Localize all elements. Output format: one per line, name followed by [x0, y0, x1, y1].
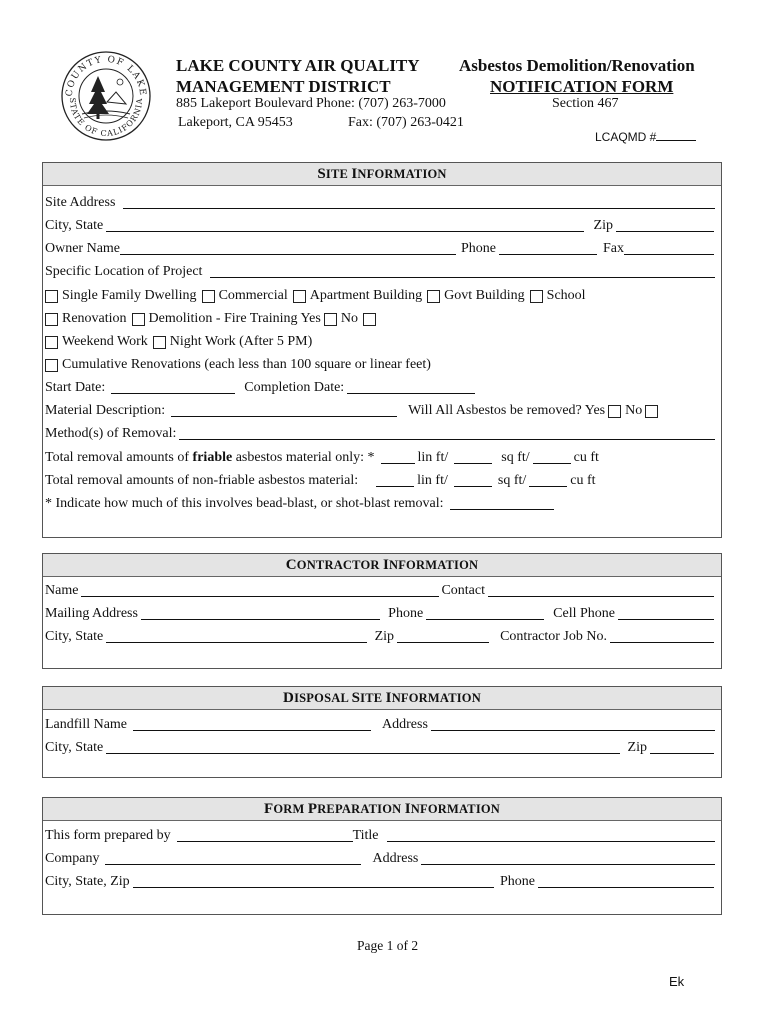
- form-title-line2: NOTIFICATION FORM: [490, 77, 674, 96]
- contractor-contact-label: Contact: [441, 583, 485, 598]
- school-checkbox[interactable]: [530, 290, 543, 303]
- start-date-label: Start Date:: [45, 380, 106, 395]
- preparer-title-label: Title: [352, 828, 379, 843]
- owner-fax-label: Fax: [603, 241, 624, 256]
- site-address-field[interactable]: [123, 196, 715, 209]
- landfill-zip-field[interactable]: [650, 741, 714, 754]
- work-type-row: [45, 307, 717, 327]
- methods-row: [45, 422, 717, 442]
- contractor-name-field[interactable]: [81, 584, 439, 597]
- page-number: Page 1 of 2: [357, 938, 419, 953]
- landfill-name-label: Landfill Name: [45, 717, 128, 732]
- contractor-city-field[interactable]: [106, 630, 366, 643]
- completion-date-field[interactable]: [347, 381, 475, 394]
- form-title-line1: Asbestos Demolition/Renovation: [459, 56, 695, 75]
- prepared-by-label: This form prepared by: [45, 828, 171, 843]
- agency-name-line2: MANAGEMENT DISTRICT: [176, 77, 391, 96]
- renovation-checkbox[interactable]: [45, 313, 58, 326]
- work-schedule-row: [45, 330, 717, 350]
- demolition-checkbox[interactable]: [132, 313, 145, 326]
- form-preparation-section: [42, 797, 722, 915]
- site-city-state-field[interactable]: [106, 219, 583, 232]
- building-type-row: [45, 284, 717, 304]
- contractor-city-row: [45, 625, 717, 645]
- friable-lin-field[interactable]: [381, 451, 415, 464]
- demolition-fire-training-label: Demolition - Fire Training Yes: [148, 311, 321, 326]
- agency-street: 885 Lakeport Boulevard: [176, 96, 313, 111]
- section-title: DISPOSAL SITE INFORMATION: [43, 687, 721, 710]
- preparer-title-field[interactable]: [387, 829, 715, 842]
- site-address-row: [45, 191, 717, 211]
- section-title: CONTRACTOR INFORMATION: [43, 554, 721, 577]
- site-city-state-label: City, State: [45, 218, 104, 233]
- company-row: [45, 847, 717, 867]
- indicate-row: [45, 492, 717, 512]
- fire-training-yes-checkbox[interactable]: [324, 313, 337, 326]
- company-address-field[interactable]: [421, 852, 715, 865]
- nonfriable-sq-field[interactable]: [454, 474, 492, 487]
- agency-city: Lakeport, CA 95453: [178, 115, 293, 130]
- landfill-address-field[interactable]: [431, 718, 715, 731]
- single-family-checkbox[interactable]: [45, 290, 58, 303]
- nonfriable-row: [45, 469, 717, 489]
- contractor-phone-field[interactable]: [426, 607, 544, 620]
- owner-phone-field[interactable]: [499, 242, 597, 255]
- owner-fax-field[interactable]: [624, 242, 714, 255]
- removed-no-checkbox[interactable]: [645, 405, 658, 418]
- site-zip-field[interactable]: [616, 219, 714, 232]
- company-address-label: Address: [372, 851, 419, 866]
- commercial-checkbox[interactable]: [202, 290, 215, 303]
- fire-training-no-checkbox[interactable]: [363, 313, 376, 326]
- site-zip-label: Zip: [593, 218, 613, 233]
- material-row: [45, 399, 717, 419]
- prepared-by-row: [45, 824, 717, 844]
- methods-removal-field[interactable]: [179, 427, 715, 440]
- svg-text:STATE OF CALIFORNIA: STATE OF CALIFORNIA: [67, 97, 145, 139]
- contractor-cell-label: Cell Phone: [553, 606, 615, 621]
- county-seal-logo: [60, 50, 152, 142]
- night-work-label: Night Work (After 5 PM): [169, 334, 313, 349]
- landfill-city-field[interactable]: [106, 741, 619, 754]
- specific-location-label: Specific Location of Project: [45, 264, 203, 279]
- contractor-job-field[interactable]: [610, 630, 714, 643]
- contractor-mailing-field[interactable]: [141, 607, 380, 620]
- cumulative-row: [45, 353, 717, 373]
- owner-name-field[interactable]: [120, 242, 456, 255]
- nonfriable-label: Total removal amounts of non-friable asbestos material:: [45, 473, 359, 488]
- apartment-label: Apartment Building: [309, 288, 423, 303]
- nonfriable-sq-unit: sq ft/: [497, 473, 527, 488]
- specific-location-row: [45, 260, 717, 280]
- friable-row: [45, 446, 717, 466]
- friable-suffix: asbestos material only: *: [232, 450, 375, 465]
- indicate-label: * Indicate how much of this involves bead-blast, or shot-blast removal:: [45, 496, 444, 511]
- school-label: School: [546, 288, 586, 303]
- cumulative-label: Cumulative Renovations (each less than 100 square or linear feet): [62, 357, 431, 372]
- prepared-by-field[interactable]: [177, 829, 353, 842]
- completion-date-label: Completion Date:: [244, 380, 345, 395]
- contractor-city-label: City, State: [45, 629, 104, 644]
- renovation-label: Renovation: [62, 311, 127, 326]
- company-label: Company: [45, 851, 100, 866]
- contractor-name-row: [45, 579, 717, 599]
- owner-name-label: Owner Name: [45, 241, 121, 256]
- agency-name-line1: LAKE COUNTY AIR QUALITY: [176, 56, 420, 75]
- methods-removal-label: Method(s) of Removal:: [45, 426, 177, 441]
- landfill-address-label: Address: [382, 717, 428, 732]
- landfill-zip-label: Zip: [627, 740, 647, 755]
- lcaqmd-number-field[interactable]: [656, 131, 696, 141]
- contractor-cell-field[interactable]: [618, 607, 714, 620]
- material-description-label: Material Description:: [45, 403, 166, 418]
- company-field[interactable]: [105, 852, 361, 865]
- fire-training-no-label: No: [340, 311, 358, 326]
- owner-row: [45, 237, 717, 257]
- prep-city-field[interactable]: [133, 875, 494, 888]
- contractor-job-label: Contractor Job No.: [500, 629, 607, 644]
- night-work-checkbox[interactable]: [153, 336, 166, 349]
- disposal-site-section: [42, 686, 722, 778]
- form-code: Ek: [669, 974, 685, 989]
- contractor-zip-label: Zip: [374, 629, 395, 644]
- apartment-checkbox[interactable]: [293, 290, 306, 303]
- dates-row: [45, 376, 717, 396]
- weekend-work-checkbox[interactable]: [45, 336, 58, 349]
- section-title: SITE INFORMATION: [43, 163, 721, 186]
- removed-no-label: No: [625, 403, 643, 418]
- contractor-zip-field[interactable]: [397, 630, 489, 643]
- friable-word: friable: [192, 450, 233, 465]
- prep-phone-label: Phone: [500, 874, 535, 889]
- nonfriable-lin-field[interactable]: [376, 474, 414, 487]
- friable-prefix: Total removal amounts of: [45, 450, 193, 465]
- contractor-mailing-row: [45, 602, 717, 622]
- site-address-label: Site Address: [45, 195, 116, 210]
- friable-lin-unit: lin ft/: [417, 450, 449, 465]
- bead-blast-field[interactable]: [450, 497, 554, 510]
- single-family-label: Single Family Dwelling: [62, 288, 197, 303]
- landfill-city-row: [45, 736, 717, 756]
- prep-phone-field[interactable]: [538, 875, 714, 888]
- agency-fax: Fax: (707) 263-0421: [348, 115, 464, 130]
- start-date-field[interactable]: [111, 381, 235, 394]
- friable-cu-unit: cu ft: [573, 450, 599, 465]
- agency-phone: Phone: (707) 263-7000: [316, 96, 446, 111]
- contractor-phone-label: Phone: [388, 606, 424, 621]
- owner-phone-label: Phone: [461, 241, 496, 256]
- site-city-row: [45, 214, 717, 234]
- nonfriable-cu-unit: cu ft: [570, 473, 596, 488]
- section-number: Section 467: [552, 96, 619, 111]
- commercial-label: Commercial: [218, 288, 288, 303]
- cumulative-checkbox[interactable]: [45, 359, 58, 372]
- govt-building-label: Govt Building: [444, 288, 525, 303]
- prep-city-row: [45, 870, 717, 890]
- will-all-removed-label: Will All Asbestos be removed? Yes: [408, 403, 606, 418]
- friable-sq-unit: sq ft/: [501, 450, 530, 465]
- nonfriable-cu-field[interactable]: [529, 474, 567, 487]
- landfill-city-label: City, State: [45, 740, 104, 755]
- contractor-information-section: [42, 553, 722, 669]
- contractor-contact-field[interactable]: [488, 584, 714, 597]
- landfill-name-field[interactable]: [133, 718, 371, 731]
- landfill-row: [45, 713, 717, 733]
- material-description-field[interactable]: [171, 404, 397, 417]
- svg-text:COUNTY OF LAKE: COUNTY OF LAKE: [64, 54, 148, 97]
- contractor-name-label: Name: [45, 583, 79, 598]
- friable-cu-field[interactable]: [533, 451, 571, 464]
- contractor-mailing-label: Mailing Address: [45, 606, 138, 621]
- govt-building-checkbox[interactable]: [427, 290, 440, 303]
- weekend-work-label: Weekend Work: [62, 334, 148, 349]
- site-information-section: [42, 162, 722, 538]
- specific-location-field[interactable]: [210, 265, 715, 278]
- nonfriable-lin-unit: lin ft/: [417, 473, 448, 488]
- section-title: FORM PREPARATION INFORMATION: [43, 798, 721, 821]
- lcaqmd-number-label: LCAQMD #: [595, 130, 696, 144]
- prep-city-label: City, State, Zip: [45, 874, 130, 889]
- friable-sq-field[interactable]: [454, 451, 492, 464]
- removed-yes-checkbox[interactable]: [608, 405, 621, 418]
